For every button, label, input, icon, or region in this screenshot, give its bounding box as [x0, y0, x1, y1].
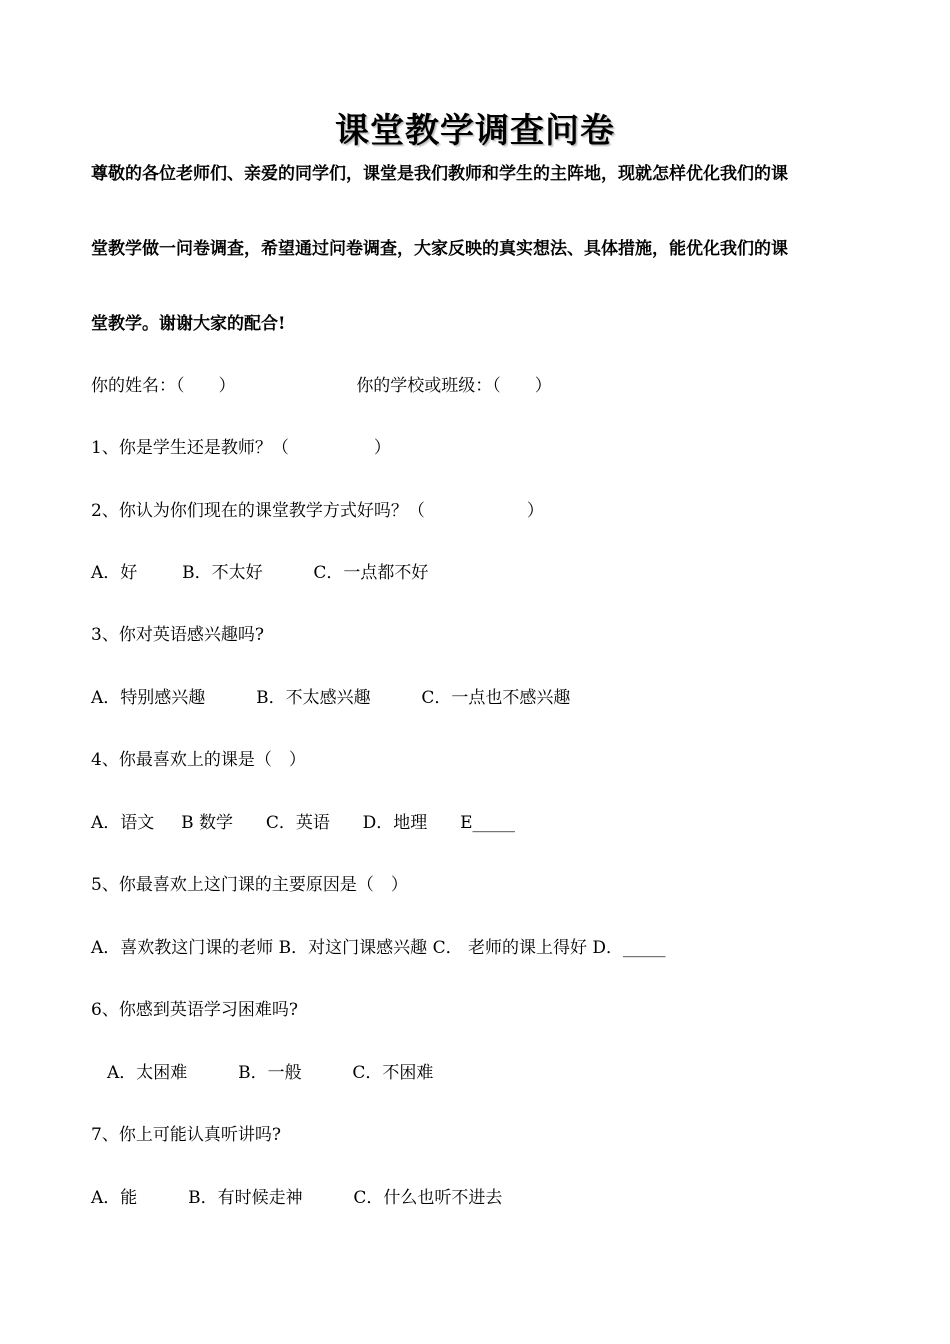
question-7-options: [91, 1187, 502, 1209]
question-2: 2、你认为你们现在的课堂教学方式好吗？（ ）: [91, 501, 544, 521]
question-3-options: [91, 687, 570, 709]
question-2-options: [91, 562, 428, 584]
option: C．一点都不好: [313, 563, 429, 583]
school-field-label: 你的学校或班级：（ ）: [356, 376, 552, 396]
option: B．不太好: [182, 563, 263, 583]
option: D．地理: [362, 813, 428, 833]
name-field-label: 你的姓名：（ ）: [91, 376, 236, 396]
option: B．不太感兴趣: [256, 688, 371, 708]
intro-line-1: 尊敬的各位老师们、亲爱的同学们，课堂是我们教师和学生的主阵地，现就怎样优化我们的课: [91, 164, 788, 184]
option: A．太困难: [107, 1063, 188, 1083]
question-7: 7、你上可能认真听讲吗?: [91, 1125, 281, 1145]
option: E_____: [460, 813, 516, 833]
intro-line-3: 堂教学。谢谢大家的配合!: [91, 314, 286, 334]
question-1: 1、你是学生还是教师？（ ）: [91, 438, 391, 458]
option: B．一般: [238, 1063, 302, 1083]
intro-line-2: 堂教学做一问卷调查，希望通过问卷调查，大家反映的真实想法、具体措施，能优化我们的课: [91, 239, 788, 259]
question-3: 3、你对英语感兴趣吗?: [91, 625, 264, 645]
info-row: [91, 375, 552, 397]
option: A．好: [91, 563, 138, 583]
option: B 数学: [181, 813, 233, 833]
option: C．不困难: [352, 1063, 434, 1083]
question-6-options: [107, 1062, 433, 1084]
option: B．有时候走神: [188, 1188, 303, 1208]
option: C．什么也听不进去: [353, 1188, 503, 1208]
page-title: 课堂教学调查问卷: [335, 111, 615, 151]
question-5-options: A．喜欢教这门课的老师 B．对这门课感兴趣 C． 老师的课上得好 D．_____: [91, 938, 666, 958]
question-6: 6、你感到英语学习困难吗?: [91, 1000, 298, 1020]
question-5: 5、你最喜欢上这门课的主要原因是（ ）: [91, 875, 408, 895]
option: A．语文: [91, 813, 155, 833]
option: C．英语: [265, 813, 330, 833]
option: A．特别感兴趣: [91, 688, 206, 708]
question-4: 4、你最喜欢上的课是（ ）: [91, 750, 306, 770]
question-4-options: [91, 812, 515, 834]
option: C．一点也不感兴趣: [421, 688, 571, 708]
option: A．能: [91, 1188, 138, 1208]
